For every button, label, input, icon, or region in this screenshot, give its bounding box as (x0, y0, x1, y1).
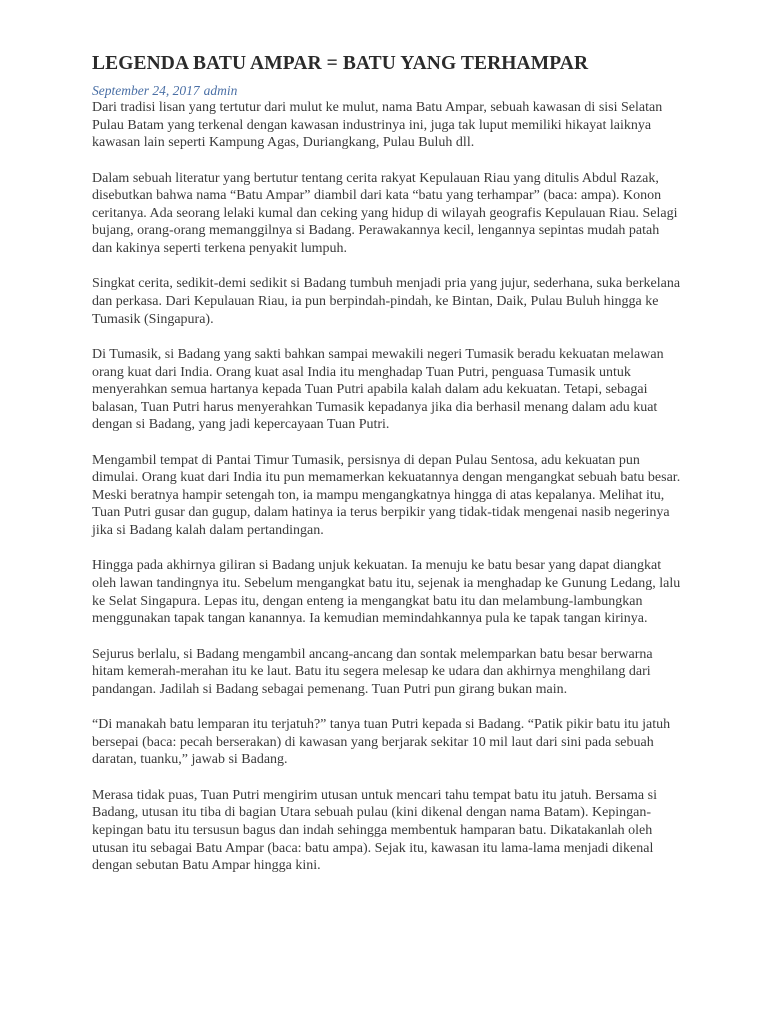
article (92, 50, 682, 875)
paragraph: Mengambil tempat di Pantai Timur Tumasik, persisnya di depan Pulau Sentosa, adu kekuatan pun dimulai. Orang kuat dari India itu pun memamerkan kekuatannya dengan mengangkat sebuah batu besar. Meski beratnya hampir setengah ton, ia mampu mengangkatnya hingga di atas kepalanya. Melihat itu, Tuan Putri gusar dan gugup, dalam hatinya ia terus berpikir yang tidak-tidak mengenai nasib negerinya jika si Badang kalah dalam pertandingan. (92, 452, 681, 539)
paragraph: Merasa tidak puas, Tuan Putri mengirim utusan untuk mencari tahu tempat batu itu jatuh. Bersama si Badang, utusan itu tiba di bagian Utara sebuah pulau (kini dikenal dengan nama Batam). Kepingan-kepingan batu itu tersusun bagus dan indah sehingga membentuk hamparan batu. Dikatakanlah oleh utusan itu sebagai Batu Ampar (baca: batu ampa). Sejak itu, kawasan itu lama-lama menjadi dikenal dengan sebutan Batu Ampar hingga kini. (92, 787, 657, 874)
post-date[interactable]: September 24, 2017 (92, 83, 200, 98)
article-title: LEGENDA BATU AMPAR = BATU YANG TERHAMPAR (92, 53, 589, 74)
paragraph: Di Tumasik, si Badang yang sakti bahkan sampai mewakili negeri Tumasik beradu kekuatan melawan orang kuat dari India. Orang kuat asal India itu menghadap Tuan Putri, penguasa Tumasik untuk menyerahkan semua hartanya kepada Tuan Putri apabila kalah dalam adu kekuatan. Tetapi, sebagai balasan, Tuan Putri harus menyerahkan Tumasik kepadanya jika dia berhasil menang dalam adu kuat dengan si Badang, yang jadi kepercayaan Tuan Putri. (92, 346, 664, 433)
article-body (92, 99, 682, 875)
paragraph: “Di manakah batu lemparan itu terjatuh?” tanya tuan Putri kepada si Badang. “Patik pikir batu itu jatuh bersepai (baca: pecah berserakan) di kawasan yang berjarak sekitar 10 mil laut dari sini pada sebuah daratan, tuanku,” jawab si Badang. (92, 717, 671, 768)
post-author[interactable]: admin (203, 83, 238, 98)
paragraph: Dari tradisi lisan yang tertutur dari mulut ke mulut, nama Batu Ampar, sebuah kawasan di sisi Selatan Pulau Batam yang terkenal dengan kawasan industrinya ini, juga tak luput memiliki hikayat laiknya kawasan lain seperti Kampung Agas, Duriangkang, Pulau Buluh dll. (92, 100, 663, 151)
paragraph: Hingga pada akhirnya giliran si Badang unjuk kekuatan. Ia menuju ke batu besar yang dapat diangkat oleh lawan tandingnya itu. Sebelum mengangkat batu itu, sejenak ia menghadap ke Gunung Ledang, lalu ke Selat Singapura. Lepas itu, dengan enteng ia mengangkat batu itu dan melambung-lambungkan menggunakan tapak tangan kanannya. Ia kemudian memindahkannya pula ke tapak tangan kirinya. (92, 558, 681, 627)
paragraph: Dalam sebuah literatur yang bertutur tentang cerita rakyat Kepulauan Riau yang ditulis Abdul Razak, disebutkan bahwa nama “Batu Ampar” diambil dari kata “batu yang terhampar” (baca: ampa). Konon ceritanya. Ada seorang lelaki kumal dan ceking yang hidup di wilayah geografis Kepulauan Riau. Selagi bujang, orang-orang memanggilnya si Badang. Perawakannya kecil, lengannya sepintas mudah patah dan kakinya seperti terkena penyakit lumpuh. (92, 170, 678, 256)
paragraph: Singkat cerita, sedikit-demi sedikit si Badang tumbuh menjadi pria yang jujur, sederhana, suka berkelana dan perkasa. Dari Kepulauan Riau, ia pun berpindah-pindah, ke Bintan, Daik, Pulau Buluh hingga ke Tumasik (Singapura). (92, 276, 681, 327)
paragraph: Sejurus berlalu, si Badang mengambil ancang-ancang dan sontak melemparkan batu besar berwarna hitam kemerah-merahan itu ke laut. Batu itu segera melesap ke udara dan akhirnya menghilang dari pandangan. Jadilah si Badang sebagai pemenang. Tuan Putri pun girang bukan main. (92, 646, 653, 697)
article-meta (92, 82, 682, 99)
